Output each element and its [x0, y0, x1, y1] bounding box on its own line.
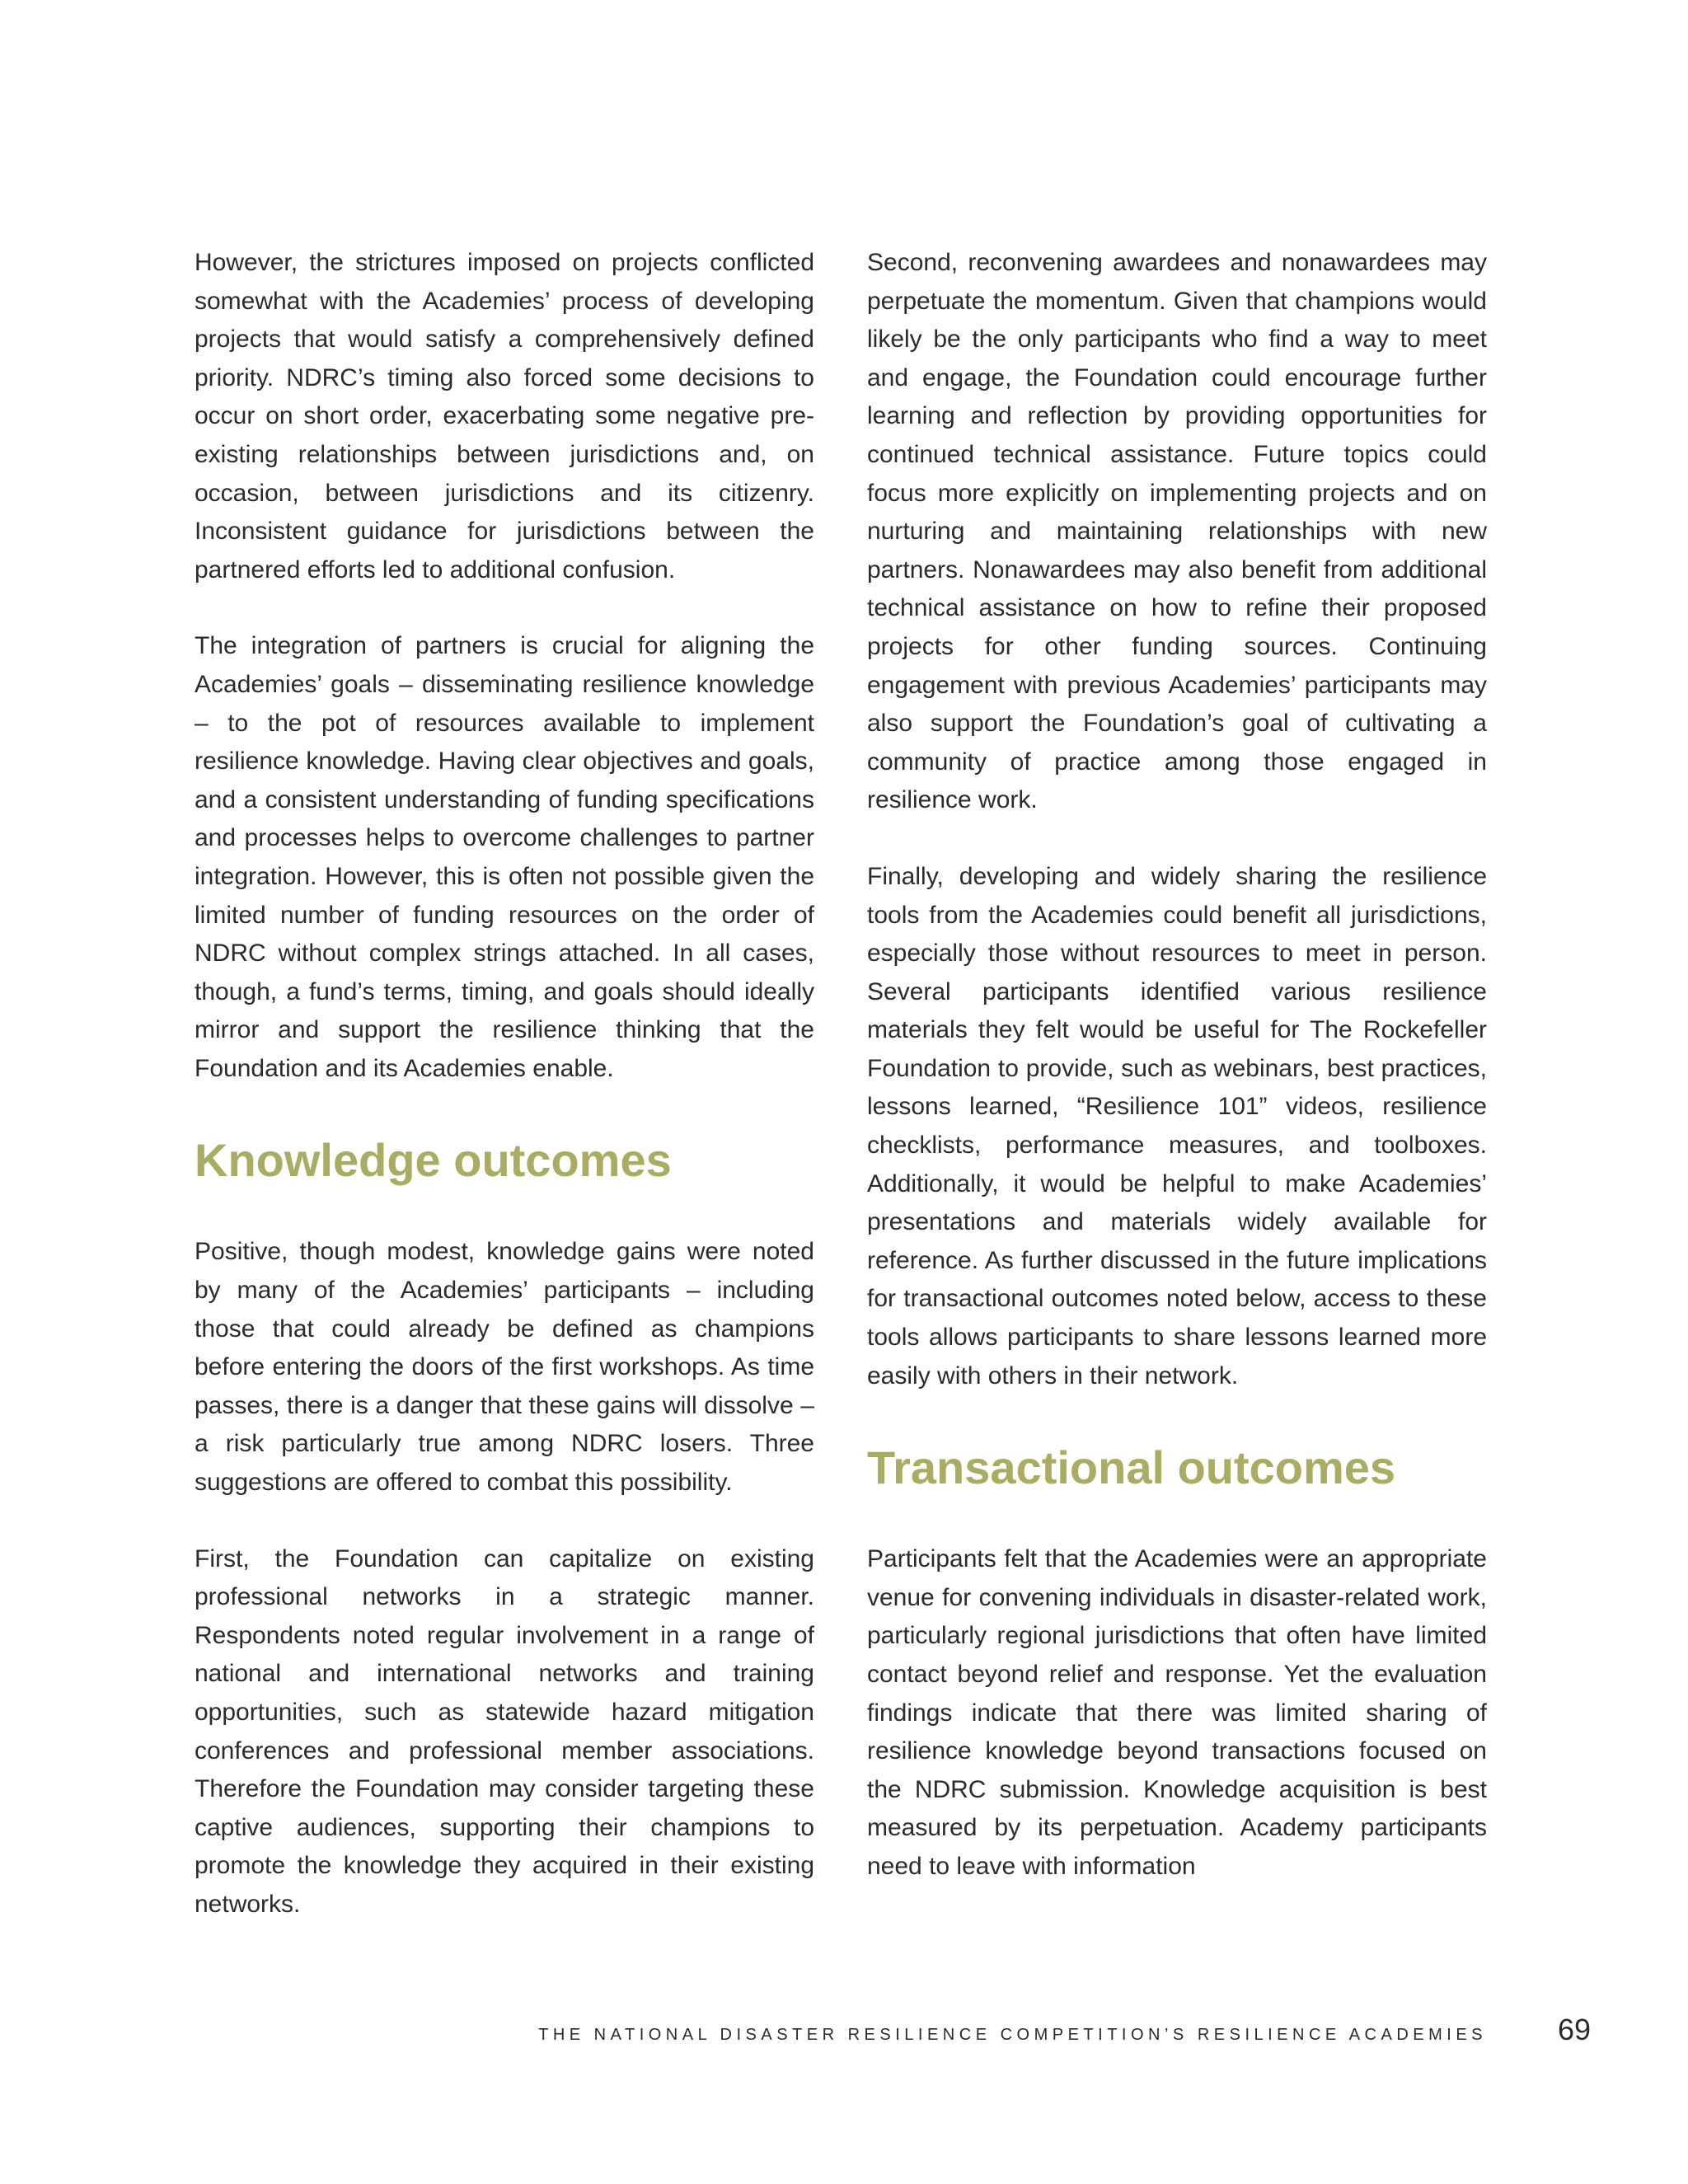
paragraph-partner-integration: The integration of partners is crucial for aligning the Academies’ goals – disseminating resilience knowledge – to the pot of resources available to implement resilience knowledge. Having clear objectives and goals, and a consistent understanding of funding specifications and processes helps to overcome challenges to partner integration. However, this is often not possible given the limited number of funding resources on the order of NDRC without complex strings attached. In all cases, though, a fund’s terms, timing, and goals should ideally mirror and support the resilience thinking that the Foundation and its Academies enable. [195, 632, 814, 1082]
heading-knowledge-outcomes: Knowledge outcomes [195, 1134, 672, 1187]
running-footer-title: THE NATIONAL DISASTER RESILIENCE COMPETITION’S RESILIENCE ACADEMIES [538, 2026, 1487, 2044]
paragraph-strictures: However, the strictures imposed on projects conflicted somewhat with the Academies’ process of developing projects that would satisfy a comprehensively defined priority. NDRC’s timing also forced some decisions to occur on short order, exacerbating some negative pre-existing relationships between jurisdictions and, on occasion, between jurisdictions and its citizenry. Inconsistent guidance for jurisdictions between the partnered efforts led to additional confusion. [195, 249, 814, 583]
right-column [867, 244, 1487, 1924]
heading-transactional-outcomes: Transactional outcomes [867, 1441, 1396, 1494]
paragraph-professional-networks: First, the Foundation can capitalize on existing professional networks in a strategic manner. Respondents noted regular involvement in a range of national and international networks and training opportunities, such as statewide hazard mitigation conferences and professional member associations. Therefore the Foundation may consider targeting these captive audiences, supporting their champions to promote the knowledge they acquired in their existing networks. [195, 1544, 814, 1918]
left-column [195, 244, 814, 1962]
paragraph-knowledge-gains: Positive, though modest, knowledge gains were noted by many of the Academies’ participants – including those that could already be defined as champions before entering the doors of the first workshops. As time passes, there is a danger that these gains will dissolve – a risk particularly true among NDRC losers. Three suggestions are offered to combat this possibility. [195, 1238, 814, 1497]
paragraph-reconvening: Second, reconvening awardees and nonawardees may perpetuate the momentum. Given that champions would likely be the only participants who find a way to meet and engage, the Foundation could encourage further learning and reflection by providing opportunities for continued technical assistance. Future topics could focus more explicitly on implementing projects and on nurturing and maintaining relationships with new partners. Nonawardees may also benefit from additional technical assistance on how to refine their proposed projects for other funding sources. Continuing engagement with previous Academies’ participants may also support the Foundation’s goal of cultivating a community of practice among those engaged in resilience work. [867, 249, 1487, 814]
page-number: 69 [1558, 2013, 1592, 2046]
paragraph-convening: Participants felt that the Academies were an appropriate venue for convening individuals in disaster-related work, particularly regional jurisdictions that often have limited contact beyond relief and response. Yet the evaluation findings indicate that there was limited sharing of resilience knowledge beyond transactions focused on the NDRC submission. Knowledge acquisition is best measured by its perpetuation. Academy participants need to leave with information [867, 1545, 1487, 1880]
paragraph-resilience-tools: Finally, developing and widely sharing the resilience tools from the Academies could benefit all jurisdictions, especially those without resources to meet in person. Several participants identified various resilience materials they felt would be useful for The Rockefeller Foundation to provide, such as webinars, best practices, lessons learned, “Resilience 101” videos, resilience checklists, performance measures, and toolboxes. Additionally, it would be helpful to make Academies’ presentations and materials widely available for reference. As further discussed in the future implications for transactional outcomes noted below, access to these tools allows participants to share lessons learned more easily with others in their network. [867, 862, 1487, 1390]
